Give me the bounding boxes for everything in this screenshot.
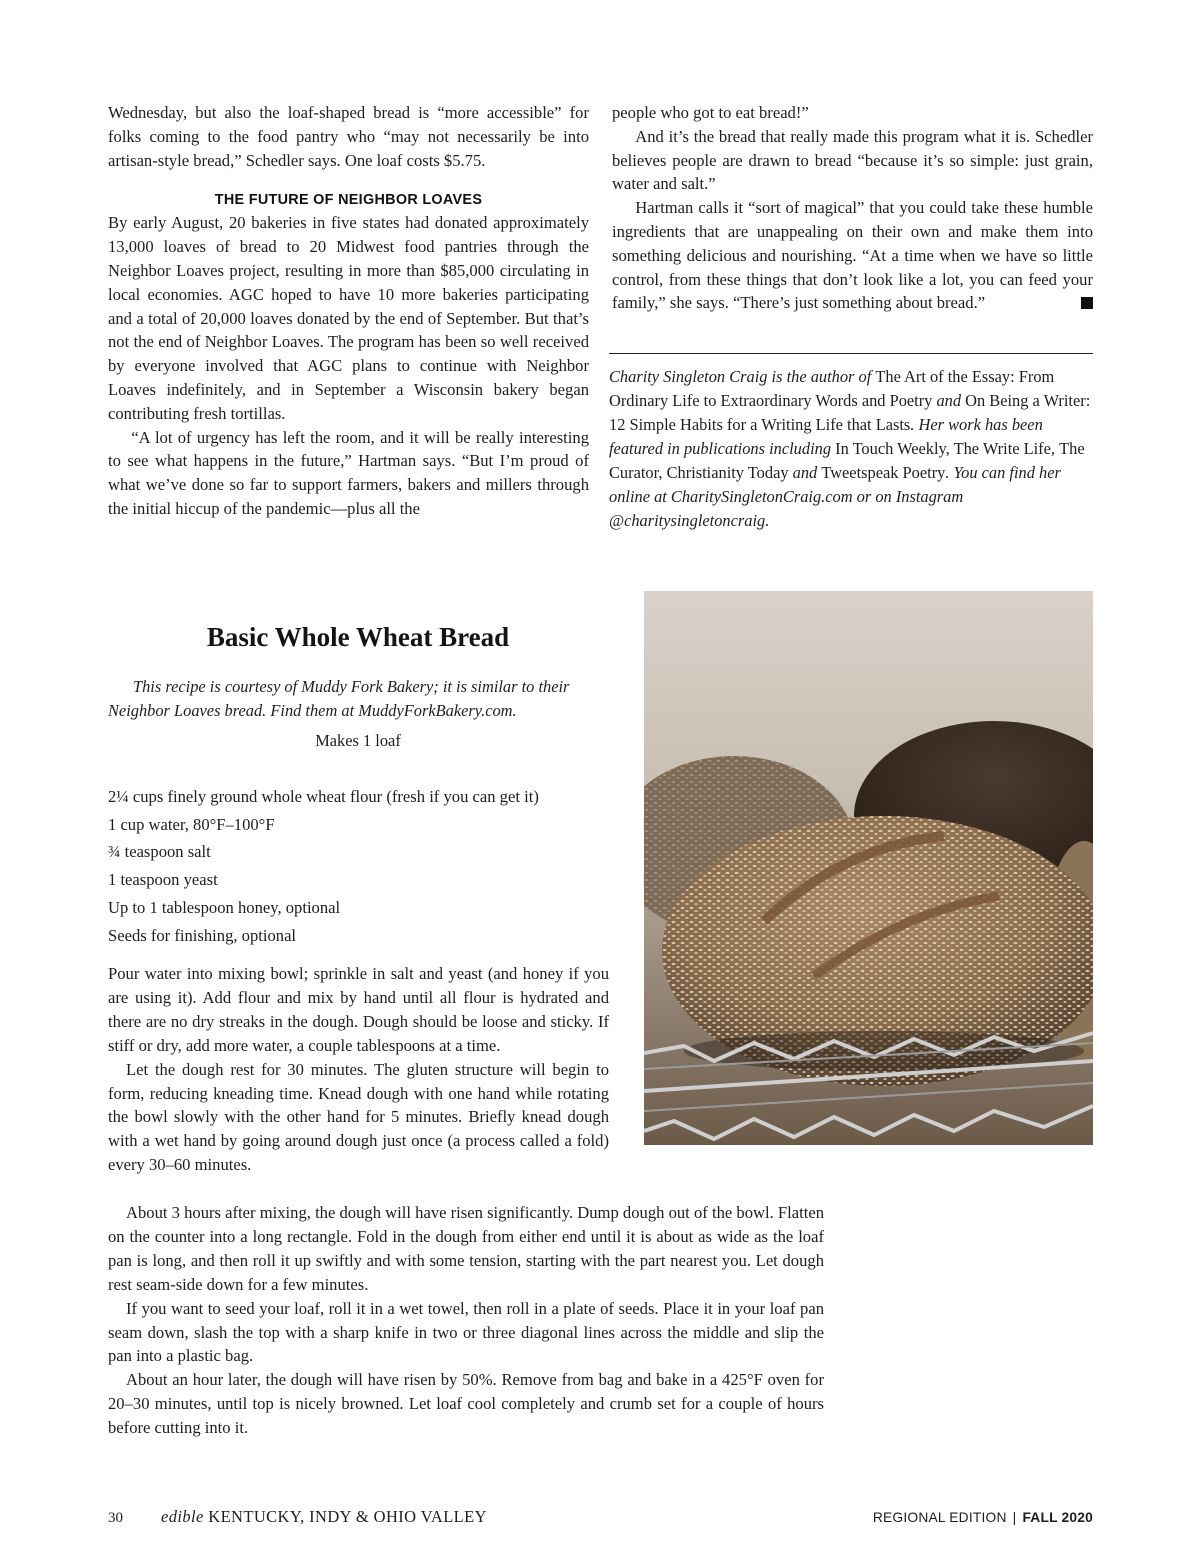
magazine-brand: edible [161, 1507, 204, 1526]
bio-publication: In Touch Weekly, The Write Life [835, 439, 1051, 458]
bread-loaf-photo [644, 591, 1093, 1145]
article-paragraph: By early August, 20 bakeries in five states had donated approximately 13,000 loaves of bread to 20 Midwest food pantries through the Neighbor Loaves project, resulting in more than $85,000 circulating in local economies. AGC hoped to have 10 more bakeries participating and a total of 20,000 loaves donated by the end of September. But that’s not the end of Neighbor Loaves. The program has been so well received by everyone involved that AGC plans to continue with Neighbor Loaves indefinitely, and in September a Wisconsin bakery began contributing fresh tortillas. [108, 213, 589, 423]
article-paragraph: And it’s the bread that really made this program what it is. Schedler believes people are drawn to bread “because it’s so simple: just grain, water and salt.” [612, 126, 1093, 194]
bio-divider [609, 353, 1093, 354]
ingredient-item: ¾ teaspoon salt [108, 842, 211, 862]
ingredient-item: Up to 1 tablespoon honey, optional [108, 897, 341, 917]
article-paragraph: people who got to eat bread!” [612, 103, 809, 122]
bio-publication: Tweetspeak Poetry [821, 463, 946, 482]
end-of-article-mark [1081, 297, 1093, 309]
magazine-name [161, 1507, 487, 1527]
recipe-steps-upper [108, 962, 609, 1177]
bio-text: . You can find her online at CharitySingletonCraig.com or on Instagram @charitysingletoncraig. [609, 463, 1061, 530]
ingredient-list [108, 783, 608, 949]
recipe-intro [108, 675, 608, 723]
edition-name: REGIONAL EDITION [872, 1510, 1007, 1525]
article-text: Hartman calls it “sort of magical” that you could take these humble ingredients that are unappealing on their own and make them into something delicious and nourishing. “At a time when we have so little control, from these things that don’t look like a lot, you can feed your family,” she says. “There’s just something about bread.” [612, 198, 1093, 313]
recipe-step: Pour water into mixing bowl; sprinkle in salt and yeast (and honey if you are using it). Add flour and mix by hand until all flour is hydrated and there are no dry streaks in the dough. Dough should be loose and sticky. If stiff or dry, add more water, a couple tablespoons at a time. [108, 964, 609, 1055]
bio-publication: The Curator, Christianity Today [609, 439, 1085, 482]
article-paragraph: “A lot of urgency has left the room, and it will be really interesting to see what happens in the future,” Hartman says. “But I’m proud of what we’ve done so far to support farmers, bakers and millers through the initial hiccup of the pandemic—plus all the [108, 427, 589, 518]
bio-text: Charity Singleton Craig is the author of [609, 367, 876, 386]
bio-text: and [932, 391, 966, 410]
ingredient-item: 1 teaspoon yeast [108, 870, 218, 890]
recipe-intro-text: This recipe is courtesy of Muddy Fork Bakery; it is similar to their Neighbor Loaves bread. Find them at MuddyForkBakery.com. [108, 677, 570, 720]
bio-text: , [1050, 439, 1060, 458]
recipe-step: About 3 hours after mixing, the dough will have risen significantly. Dump dough out of the bowl. Flatten on the counter into a long rectangle. Fold in the dough from either end until it is about as wide as the loaf pan is long, and then roll it up swiftly and with some tension, starting with the part nearest you. Let dough rest seam-side down for a few minutes. [108, 1203, 824, 1294]
author-bio-text [609, 365, 1093, 533]
recipe-steps-lower [108, 1201, 824, 1440]
edition-season: FALL 2020 [1022, 1510, 1093, 1525]
recipe-step: Let the dough rest for 30 minutes. The gluten structure will begin to form, reducing kneading time. Knead dough with one hand while rotating the bowl slowly with the other hand for 5 minutes. Briefly knead dough with a wet hand by going around dough just once (a process called a fold) every 30–60 minutes. [108, 1059, 609, 1175]
recipe-yield: Makes 1 loaf [315, 731, 401, 750]
ingredient-item: Seeds for finishing, optional [108, 925, 297, 945]
article-right-column [612, 101, 1093, 315]
recipe-title: Basic Whole Wheat Bread [206, 622, 510, 652]
magazine-region: KENTUCKY, INDY & OHIO VALLEY [208, 1507, 487, 1526]
bio-book-title: The Art of the Essay: From Ordinary Life to Extraordinary Words and Poetry [609, 367, 1055, 410]
edition-label [873, 1508, 1093, 1528]
bio-book-title: On Being a Writer: 12 Simple Habits for a Writing Life that Lasts [609, 391, 1091, 434]
recipe-step: If you want to seed your loaf, roll it in a wet towel, then roll in a plate of seeds. Place it in your loaf pan seam down, slash the top with a sharp knife in two or three diagonal lines across the middle and slip the pan into a plastic bag. [108, 1298, 824, 1366]
recipe-step: About an hour later, the dough will have risen by 50%. Remove from bag and bake in a 425°F oven for 20–30 minutes, until top is nicely browned. Let loaf cool completely and crumb set for a couple of hours before cutting into it. [108, 1370, 824, 1438]
page-number: 30 [108, 1510, 123, 1526]
ingredient-item: 1 cup water, 80°F–100°F [108, 814, 275, 834]
bio-text: and [788, 463, 822, 482]
author-bio [609, 365, 1093, 533]
footer-separator: | [1012, 1510, 1017, 1525]
article-paragraph: Wednesday, but also the loaf-shaped bread is “more accessible” for folks coming to the food pantry who “may not necessarily be into artisan-style bread,” Schedler says. One loaf costs $5.75. [108, 103, 589, 170]
section-subhead: THE FUTURE OF NEIGHBOR LOAVES [214, 192, 483, 209]
article-paragraph [612, 196, 1093, 315]
ingredient-item: 2¼ cups finely ground whole wheat flour (fresh if you can get it) [108, 787, 539, 806]
bio-text: . Her work has been featured in publications including [609, 415, 1043, 458]
article-left-column [108, 101, 589, 521]
